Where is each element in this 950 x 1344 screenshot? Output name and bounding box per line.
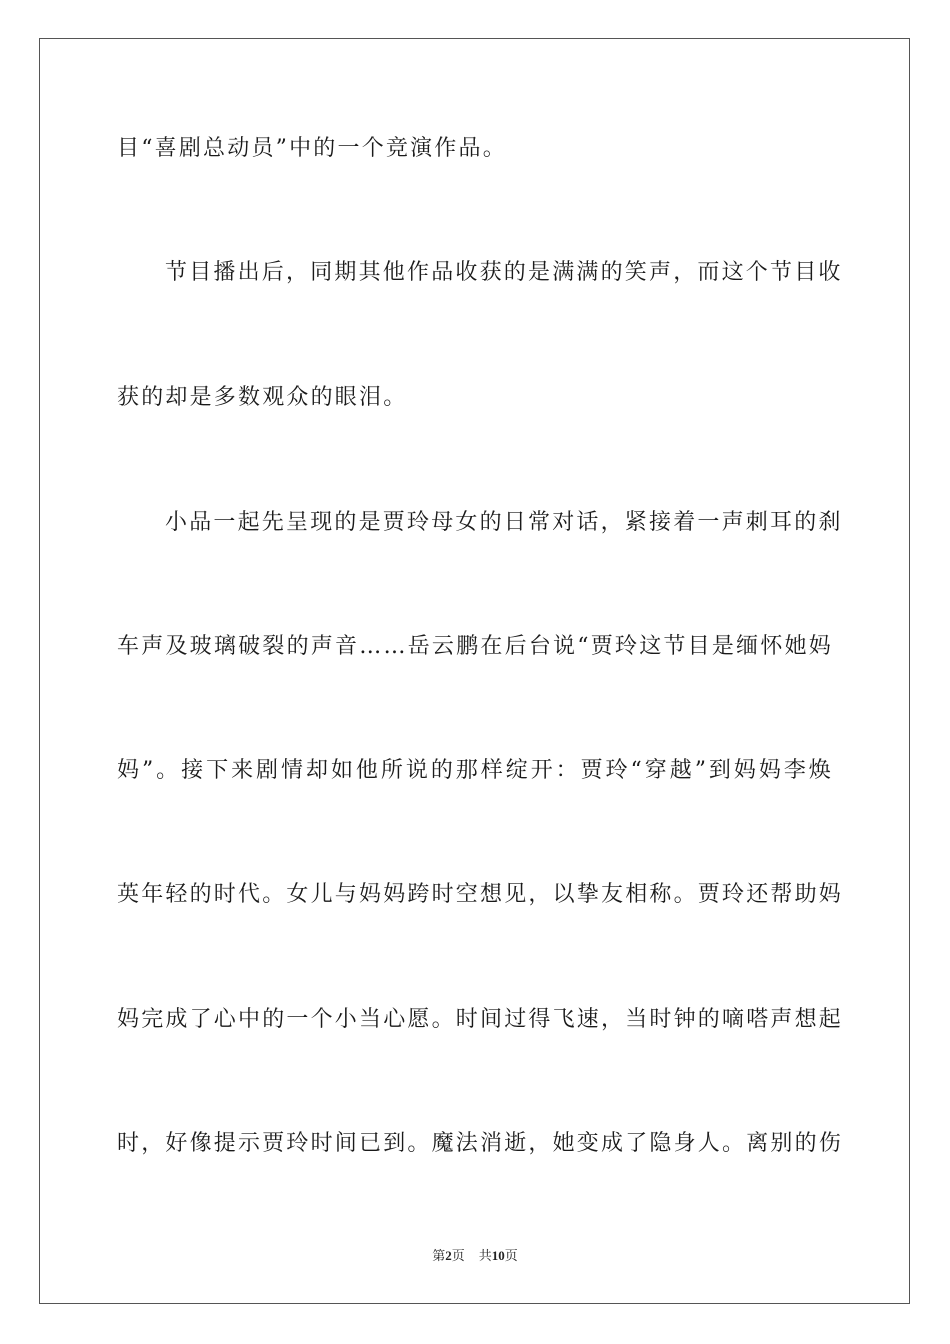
text-line-6: 妈”。接下来剧情却如他所说的那样绽开：贾玲“穿越”到妈妈李焕 (117, 758, 833, 783)
text-line-3: 获的却是多数观众的眼泪。 (117, 385, 408, 410)
text-line-7: 英年轻的时代。女儿与妈妈跨时空想见，以挚友相称。贾玲还帮助妈 (117, 882, 844, 907)
text-line-1: 目“喜剧总动员”中的一个竞演作品。 (117, 136, 507, 161)
page-number: 2 (445, 1248, 452, 1263)
text-line-8: 妈完成了心中的一个小当心愿。时间过得飞速，当时钟的嘀嗒声想起 (117, 1007, 844, 1032)
text-line-9: 时，好像提示贾玲时间已到。魔法消逝，她变成了隐身人。离别的伤 (117, 1131, 844, 1156)
total-prefix: 共 (478, 1249, 492, 1264)
total-pages: 10 (491, 1248, 505, 1263)
page-footer (0, 1247, 950, 1266)
page-suffix: 页 (451, 1249, 465, 1264)
text-line-5: 车声及玻璃破裂的声音……岳云鹏在后台说“贾玲这节目是缅怀她妈 (117, 634, 833, 659)
page-prefix: 第 (432, 1249, 446, 1264)
total-suffix: 页 (504, 1249, 518, 1264)
text-line-4: 小品一起先呈现的是贾玲母女的日常对话，紧接着一声刺耳的刹 (165, 510, 843, 535)
text-line-2: 节目播出后，同期其他作品收获的是满满的笑声，而这个节目收 (165, 260, 843, 285)
page-border (39, 38, 910, 1304)
